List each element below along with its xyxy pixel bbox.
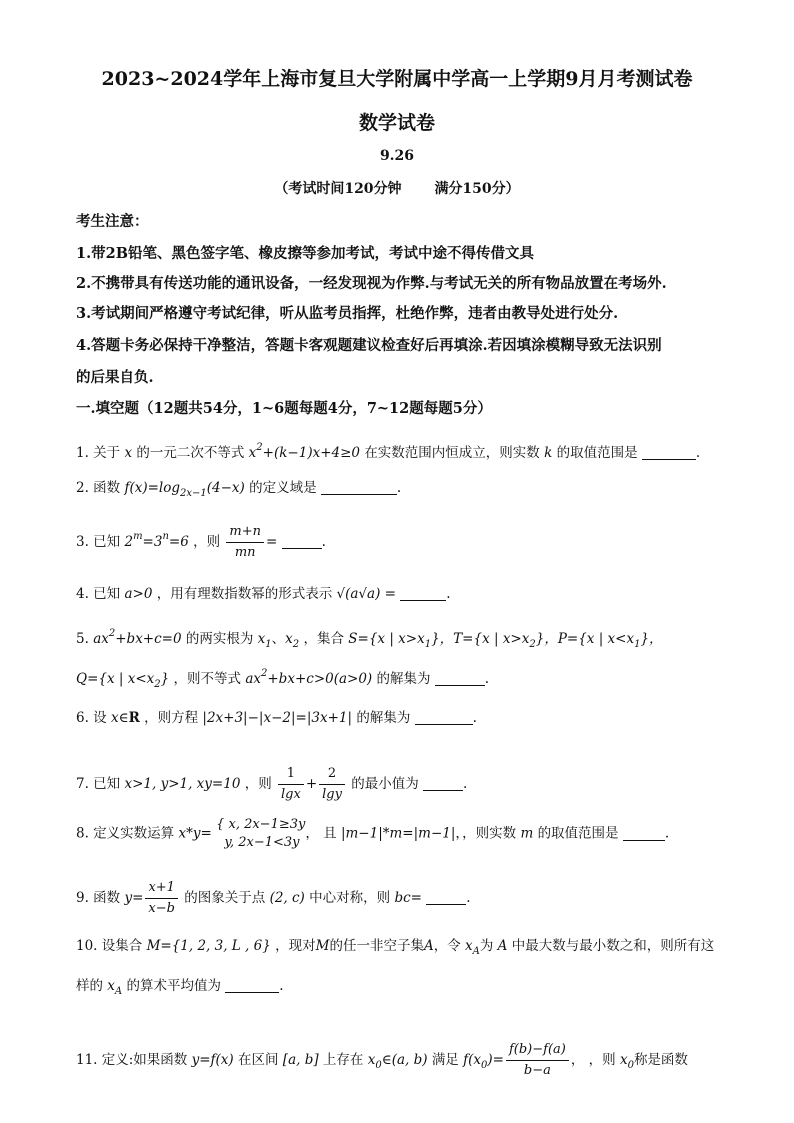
question-5-cont: Q={x | $x<x_2$} ，则不等式 $ax^2+bx+c>0(a>0)$ 的解集为 . — [76, 668, 490, 690]
question-10: 10. 设集合 M={1, 2, 3, L , 6} ，现对M的任一非空子集A，令 $x_A$为 A 中最大数与最小数之和，则所有这 — [76, 938, 715, 957]
question-11: 11. 定义:如果函数 y=f(x) 在区间 [a, b] 上存在 $x_0\in(a$, b) 满足 $f(x_0)=$ $\frac{f(b)-f(a)}{b-a}$ ， ，则 $x_0$称是函数 — [76, 1042, 688, 1078]
exam-time-info — [0, 178, 794, 198]
answer-blank[interactable] — [435, 671, 485, 686]
question-5: 5. $ax^2+bx+c=0$ 的两实根为 $x_1$、$x_2$ ，集合 S={x | $x>x_1$}，T={x | $x>x_2$}，P={x | $x<x_1$}， — [76, 628, 663, 650]
question-9: 9. 函数 y= $\frac{x+1}{x-b}$ 的图象关于点 (2, c) 中心对称，则 bc= . — [76, 880, 471, 916]
note-4b: 的后果自负. — [76, 369, 154, 386]
exam-title: 2023~2024学年上海市复旦大学附属中学高一上学期9月月考测试卷 — [101, 68, 693, 90]
section-heading: 一.填空题（12题共54分，1~6题每题4分，7~12题每题5分） — [76, 400, 492, 417]
answer-blank[interactable] — [321, 480, 397, 495]
exam-subtitle: 数学试卷 — [358, 112, 435, 134]
question-7: 7. 已知 x>1, y>1, xy=10 ，则 $\frac{1}{\lg x}$ + $\frac{2}{\lg y}$ 的最小值为 . — [76, 766, 468, 802]
answer-blank[interactable] — [225, 978, 279, 993]
question-4: 4. 已知 a>0 ，用有理数指数幂的形式表示 √(a√a) = . — [76, 586, 451, 602]
answer-blank[interactable] — [426, 890, 466, 905]
exam-date: 9.26 — [379, 148, 415, 164]
note-3: 3.考试期间严格遵守考试纪律，听从监考员指挥，杜绝作弊，违者由教导处进行处分. — [76, 305, 619, 322]
question-10-cont: 样的 $x_A$ 的算术平均值为 . — [76, 978, 284, 997]
question-6: 6. 设 x∈R ，则方程 |2x+3|−|x−2|=|3x+1| 的解集为 . — [76, 710, 477, 726]
note-2: 2.不携带具有传送功能的通讯设备，一经发现视为作弊.与考试无关的所有物品放置在考场外. — [76, 275, 667, 292]
answer-blank[interactable] — [423, 776, 463, 791]
answer-blank[interactable] — [642, 445, 696, 460]
note-1: 1.带2B铅笔、黑色签字笔、橡皮擦等参加考试，考试中途不得传借文具 — [76, 245, 534, 262]
answer-blank[interactable] — [623, 826, 665, 841]
answer-blank[interactable] — [282, 534, 322, 549]
answer-blank[interactable] — [400, 586, 446, 601]
question-2: 2. 函数 $f(x)=\log_{2x-1}(4-x)$ 的定义域是 . — [76, 480, 402, 499]
exam-duration: （考试时间120分钟 — [274, 181, 402, 197]
question-1: 1. 关于 x 的一元二次不等式 $x^2+(k-1)x+4\ge 0$ 在实数范围内恒成立，则实数 k 的取值范围是 . — [76, 442, 701, 461]
note-4a: 4.答题卡务必保持干净整洁，答题卡客观题建议检查好后再填涂.若因填涂模糊导致无法识别 — [76, 337, 662, 354]
question-3: 3. 已知 $2^m=3^n=6$ ，则 $\frac{m+n}{mn}$ = . — [76, 524, 326, 560]
answer-blank[interactable] — [415, 710, 473, 725]
question-8: 8. 定义实数运算 x*y= { x, 2x−1≥3y y, 2x−1<3y， 且 |m−1|*m=|m−1|，，则实数 m 的取值范围是 . — [76, 817, 670, 850]
notes-heading: 考生注意： — [76, 213, 149, 230]
exam-full-score: 满分150分） — [434, 181, 520, 197]
